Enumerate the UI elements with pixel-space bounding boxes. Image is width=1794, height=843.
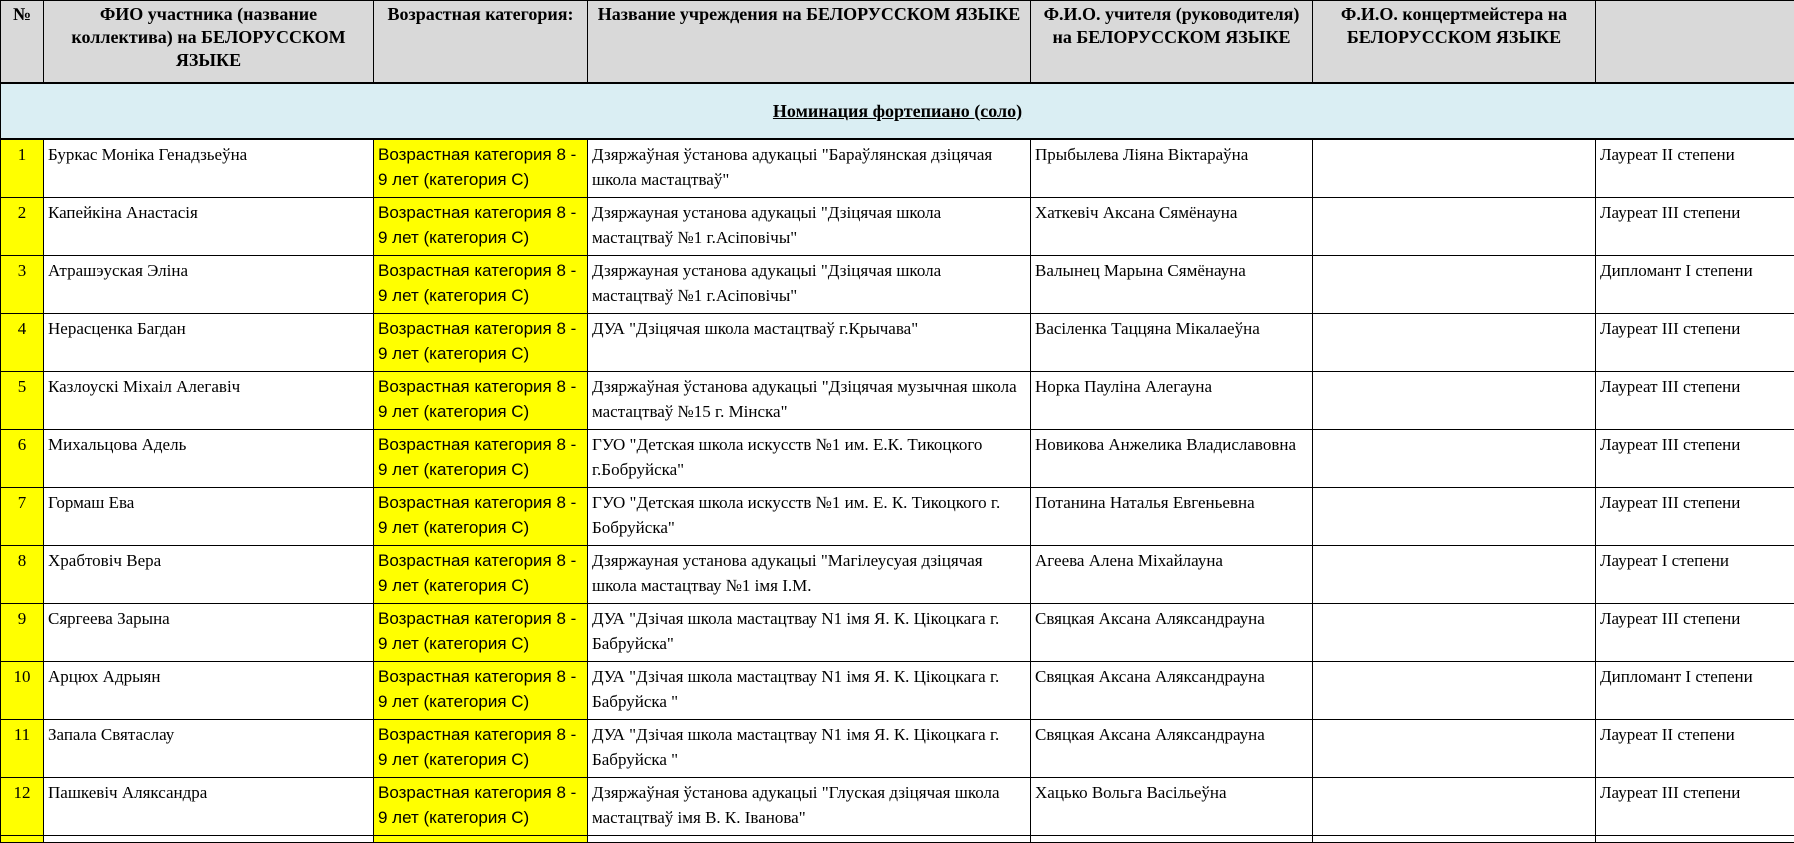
cell-teacher[interactable]: Свяцкая Аксана Аляксандрауна bbox=[1031, 720, 1313, 778]
cell-teacher[interactable]: Свяцкая Аксана Аляксандрауна bbox=[1031, 604, 1313, 662]
table-row bbox=[1, 430, 1794, 488]
cell-age-category[interactable]: Возрастная категория 8 - 9 лет (категория С) bbox=[374, 604, 588, 662]
cell-age-category-partial[interactable] bbox=[374, 836, 588, 843]
cell-num[interactable]: 4 bbox=[1, 314, 44, 372]
cell-result[interactable]: Лауреат III степени bbox=[1596, 314, 1794, 372]
header-institution[interactable]: Название учреждения на БЕЛОРУССКОМ ЯЗЫКЕ bbox=[588, 1, 1031, 84]
cell-age-category[interactable]: Возрастная категория 8 - 9 лет (категория С) bbox=[374, 662, 588, 720]
cell-participant[interactable]: Арцюх Адрыян bbox=[44, 662, 374, 720]
cell-teacher[interactable]: Норка Пауліна Алегауна bbox=[1031, 372, 1313, 430]
cell-age-category[interactable]: Возрастная категория 8 - 9 лет (категория С) bbox=[374, 430, 588, 488]
header-num[interactable]: № bbox=[1, 1, 44, 84]
cell-accompanist[interactable] bbox=[1313, 314, 1596, 372]
cell-participant-partial[interactable] bbox=[44, 836, 374, 843]
nomination-title: Номинация фортепиано (соло) bbox=[773, 101, 1022, 121]
cell-result[interactable]: Лауреат II степени bbox=[1596, 139, 1794, 198]
cell-teacher-partial[interactable] bbox=[1031, 836, 1313, 843]
cell-age-category[interactable]: Возрастная категория 8 - 9 лет (категория С) bbox=[374, 314, 588, 372]
cell-participant[interactable]: Пашкевіч Аляксандра bbox=[44, 778, 374, 836]
cell-participant[interactable]: Казлоускі Міхаіл Алегавіч bbox=[44, 372, 374, 430]
cell-participant[interactable]: Сяргеева Зарына bbox=[44, 604, 374, 662]
cell-num[interactable]: 10 bbox=[1, 662, 44, 720]
cell-result[interactable]: Лауреат II степени bbox=[1596, 720, 1794, 778]
table-row bbox=[1, 488, 1794, 546]
table-row bbox=[1, 720, 1794, 778]
header-result[interactable] bbox=[1596, 1, 1794, 84]
table-row bbox=[1, 662, 1794, 720]
cell-institution[interactable]: ГУО "Детская школа искусств №1 им. Е. К. Тикоцкого г. Бобруйска" bbox=[588, 488, 1031, 546]
cell-participant[interactable]: Запала Святаслау bbox=[44, 720, 374, 778]
cell-accompanist[interactable] bbox=[1313, 546, 1596, 604]
cell-accompanist[interactable] bbox=[1313, 778, 1596, 836]
cell-accompanist[interactable] bbox=[1313, 372, 1596, 430]
cell-teacher[interactable]: Прыбылева Ліяна Віктараўна bbox=[1031, 139, 1313, 198]
cell-teacher[interactable]: Васіленка Таццяна Мікалаеўна bbox=[1031, 314, 1313, 372]
cell-institution[interactable]: ДУА "Дзiчая школа мастацтвау N1 iмя Я. К. Цiкоцкага г. Бабруйска " bbox=[588, 662, 1031, 720]
cell-institution[interactable]: ГУО "Детская школа искусств №1 им. Е.К. Тикоцкого г.Бобруйска" bbox=[588, 430, 1031, 488]
table-row-partial bbox=[1, 836, 1794, 843]
cell-accompanist[interactable] bbox=[1313, 488, 1596, 546]
cell-accompanist-partial[interactable] bbox=[1313, 836, 1596, 843]
cell-institution[interactable]: Дзяржаўная ўстанова адукацыі "Дзіцячая музычная школа мастацтваў №15 г. Мінска" bbox=[588, 372, 1031, 430]
cell-result[interactable]: Лауреат III степени bbox=[1596, 778, 1794, 836]
cell-age-category[interactable]: Возрастная категория 8 - 9 лет (категория С) bbox=[374, 720, 588, 778]
cell-result[interactable]: Лауреат III степени bbox=[1596, 430, 1794, 488]
cell-participant[interactable]: Нерасценка Багдан bbox=[44, 314, 374, 372]
cell-age-category[interactable]: Возрастная категория 8 - 9 лет (категория С) bbox=[374, 139, 588, 198]
cell-num[interactable]: 11 bbox=[1, 720, 44, 778]
table-row bbox=[1, 256, 1794, 314]
cell-accompanist[interactable] bbox=[1313, 430, 1596, 488]
cell-accompanist[interactable] bbox=[1313, 256, 1596, 314]
cell-participant[interactable]: Храбтовіч Вера bbox=[44, 546, 374, 604]
cell-result[interactable]: Лауреат III степени bbox=[1596, 372, 1794, 430]
nomination-cell[interactable] bbox=[1, 83, 1794, 139]
cell-institution[interactable]: Дзяржауная установа адукацыі "Магілеусуая дзіцячая школа мастацтвау №1 імя І.М. bbox=[588, 546, 1031, 604]
cell-result[interactable]: Лауреат III степени bbox=[1596, 604, 1794, 662]
cell-num[interactable]: 2 bbox=[1, 198, 44, 256]
nomination-row bbox=[1, 83, 1794, 139]
cell-institution[interactable]: Дзяржауная установа адукацыі "Дзіцячая школа мастацтваў №1 г.Асіповічы" bbox=[588, 198, 1031, 256]
table-row bbox=[1, 778, 1794, 836]
cell-participant[interactable]: Михальцова Адель bbox=[44, 430, 374, 488]
cell-num[interactable]: 6 bbox=[1, 430, 44, 488]
cell-institution[interactable]: Дзяржауная установа адукацыі "Дзіцячая школа мастацтваў №1 г.Асіповічы" bbox=[588, 256, 1031, 314]
cell-institution[interactable]: Дзяржаўная ўстанова адукацыі "Бараўлянская дзіцячая школа мастацтваў" bbox=[588, 139, 1031, 198]
cell-num[interactable]: 7 bbox=[1, 488, 44, 546]
cell-result[interactable]: Лауреат III степени bbox=[1596, 488, 1794, 546]
cell-institution[interactable]: ДУА "Дзіцячая школа мастацтваў г.Крычава" bbox=[588, 314, 1031, 372]
cell-participant[interactable]: Атрашэуская Эліна bbox=[44, 256, 374, 314]
table-row bbox=[1, 198, 1794, 256]
table-row bbox=[1, 546, 1794, 604]
cell-age-category[interactable]: Возрастная категория 8 - 9 лет (категория С) bbox=[374, 256, 588, 314]
cell-teacher[interactable]: Хацько Вольга Васільеўна bbox=[1031, 778, 1313, 836]
cell-institution[interactable]: Дзяржаўная ўстанова адукацыі "Глуская дзіцячая школа мастацтваў імя В. К. Іванова" bbox=[588, 778, 1031, 836]
cell-result-partial[interactable] bbox=[1596, 836, 1794, 843]
cell-accompanist[interactable] bbox=[1313, 662, 1596, 720]
cell-result[interactable]: Дипломант I степени bbox=[1596, 662, 1794, 720]
cell-num[interactable]: 9 bbox=[1, 604, 44, 662]
table-row bbox=[1, 314, 1794, 372]
cell-teacher[interactable]: Хаткевіч Аксана Сямёнауна bbox=[1031, 198, 1313, 256]
cell-num-partial[interactable] bbox=[1, 836, 44, 843]
header-age-category[interactable]: Возрастная категория: bbox=[374, 1, 588, 84]
cell-num[interactable]: 12 bbox=[1, 778, 44, 836]
cell-result[interactable]: Лауреат I степени bbox=[1596, 546, 1794, 604]
table-row bbox=[1, 139, 1794, 198]
cell-institution[interactable]: ДУА "Дзiчая школа мастацтвау N1 iмя Я. К. Цiкоцкага г. Бабруйска" bbox=[588, 604, 1031, 662]
cell-num[interactable]: 1 bbox=[1, 139, 44, 198]
cell-participant[interactable]: Капейкіна Анастасія bbox=[44, 198, 374, 256]
cell-result[interactable]: Лауреат III степени bbox=[1596, 198, 1794, 256]
cell-age-category[interactable]: Возрастная категория 8 - 9 лет (категория С) bbox=[374, 778, 588, 836]
cell-institution[interactable]: ДУА "Дзiчая школа мастацтвау N1 iмя Я. К. Цiкоцкага г. Бабруйска " bbox=[588, 720, 1031, 778]
cell-num[interactable]: 3 bbox=[1, 256, 44, 314]
table-row bbox=[1, 372, 1794, 430]
cell-teacher[interactable]: Новикова Анжелика Владиславовна bbox=[1031, 430, 1313, 488]
cell-age-category[interactable]: Возрастная категория 8 - 9 лет (категория С) bbox=[374, 198, 588, 256]
cell-age-category[interactable]: Возрастная категория 8 - 9 лет (категория С) bbox=[374, 546, 588, 604]
cell-age-category[interactable]: Возрастная категория 8 - 9 лет (категория С) bbox=[374, 488, 588, 546]
cell-accompanist[interactable] bbox=[1313, 139, 1596, 198]
cell-teacher[interactable]: Свяцкая Аксана Аляксандрауна bbox=[1031, 662, 1313, 720]
header-teacher[interactable]: Ф.И.О. учителя (руководителя) на БЕЛОРУССКОМ ЯЗЫКЕ bbox=[1031, 1, 1313, 84]
table-row bbox=[1, 604, 1794, 662]
header-accompanist[interactable]: Ф.И.О. концертмейстера на БЕЛОРУССКОМ ЯЗЫКЕ bbox=[1313, 1, 1596, 84]
header-participant[interactable]: ФИО участника (название коллектива) на БЕЛОРУССКОМ ЯЗЫКЕ bbox=[44, 1, 374, 84]
cell-participant[interactable]: Буркас Моніка Генадзьеўна bbox=[44, 139, 374, 198]
cell-participant[interactable]: Гормаш Ева bbox=[44, 488, 374, 546]
cell-accompanist[interactable] bbox=[1313, 198, 1596, 256]
cell-num[interactable]: 5 bbox=[1, 372, 44, 430]
header-row bbox=[1, 1, 1794, 84]
cell-num[interactable]: 8 bbox=[1, 546, 44, 604]
cell-teacher[interactable]: Потанина Наталья Евгеньевна bbox=[1031, 488, 1313, 546]
cell-result[interactable]: Дипломант I степени bbox=[1596, 256, 1794, 314]
cell-institution-partial[interactable] bbox=[588, 836, 1031, 843]
cell-teacher[interactable]: Агеева Алена Міхайлауна bbox=[1031, 546, 1313, 604]
cell-accompanist[interactable] bbox=[1313, 604, 1596, 662]
cell-teacher[interactable]: Валынец Марына Сямёнауна bbox=[1031, 256, 1313, 314]
cell-accompanist[interactable] bbox=[1313, 720, 1596, 778]
cell-age-category[interactable]: Возрастная категория 8 - 9 лет (категория С) bbox=[374, 372, 588, 430]
